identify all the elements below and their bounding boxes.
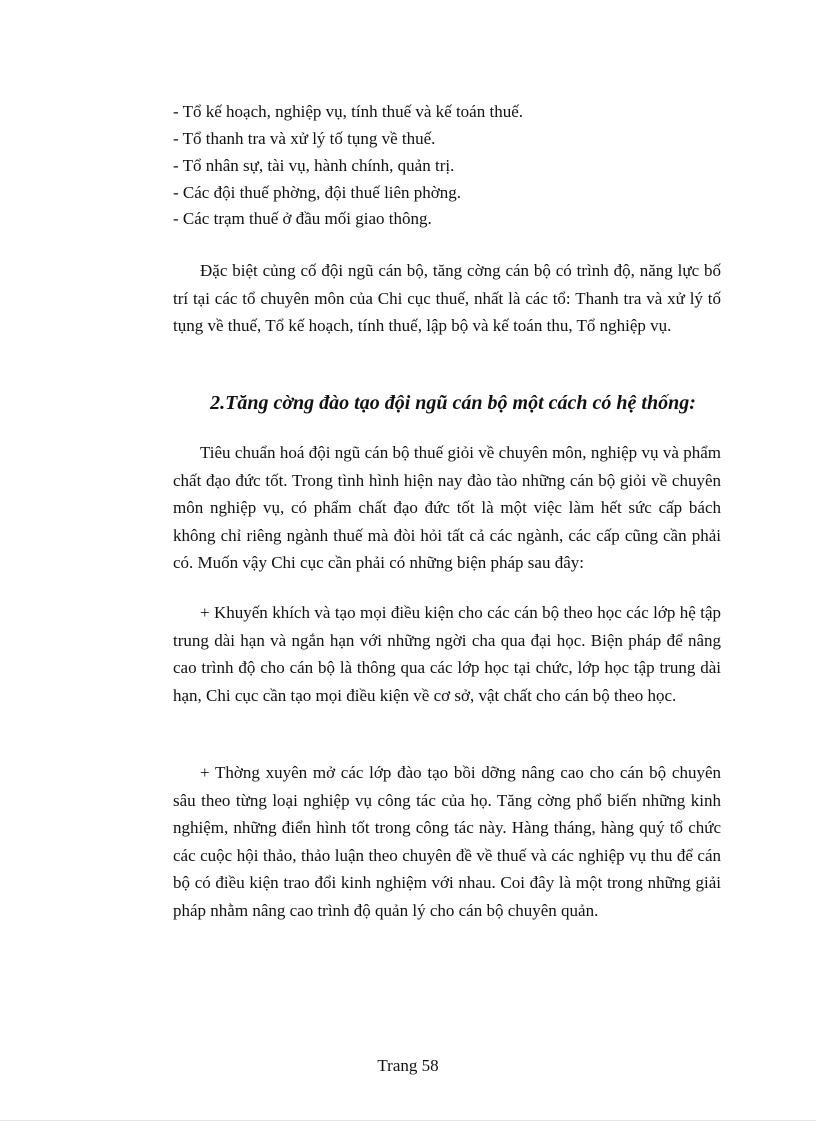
body-paragraph: Đặc biệt củng cố đội ngũ cán bộ, tăng cờng cán bộ có trình độ, năng lực bố trí tại các tổ chuyên môn của Chi cục thuế, nhất là các tổ: Thanh tra và xử lý tố tụng về thuế, Tổ kế hoạch, tính thuế, lập bộ và kế toán thu, Tổ nghiệp vụ.: [173, 261, 721, 335]
body-paragraph: + Thờng xuyên mở các lớp đào tạo bồi dỡng nâng cao cho cán bộ chuyên sâu theo từng loại nghiệp vụ công tác của họ. Tăng cờng phổ biến những kinh nghiệm, những điển hình tốt trong công tác này. Hàng tháng, hàng quý tổ chức các cuộc hội thảo, thảo luận theo chuyên đề về thuế và các nghiệp vụ thu để cán bộ có điều kiện trao đổi kinh nghiệm với nhau. Coi đây là một trong những giải pháp nhằm nâng cao trình độ quản lý cho cán bộ chuyên quản.: [173, 763, 721, 920]
list-item: - Các đội thuế phờng, đội thuế liên phờng.: [173, 183, 462, 202]
list-item: - Các trạm thuế ở đầu mối giao thông.: [173, 209, 432, 228]
divider: [0, 1120, 816, 1121]
body-paragraph: + Khuyến khích và tạo mọi điều kiện cho các cán bộ theo học các lớp hệ tập trung dài hạn và ngắn hạn với những ngời cha qua đại học. Biện pháp để nâng cao trình độ cho cán bộ là thông qua các lớp học tại chức, lớp học tập trung dài hạn, Chi cục cần tạo mọi điều kiện về cơ sở, vật chất cho cán bộ theo học.: [173, 603, 721, 705]
list-item: - Tổ nhân sự, tài vụ, hành chính, quản trị.: [173, 156, 455, 175]
body-paragraph: Tiêu chuẩn hoá đội ngũ cán bộ thuế giỏi về chuyên môn, nghiệp vụ và phẩm chất đạo đức tốt. Trong tình hình hiện nay đào tào những cán bộ giỏi về chuyên môn nghiệp vụ, có phẩm chất đạo đức tốt là một việc làm hết sức cấp bách không chỉ riêng ngành thuế mà đòi hỏi tất cả các ngành, các cấp cũng cần phải có. Muốn vậy Chi cục cần phải có những biện pháp sau đây:: [173, 443, 721, 572]
section-heading: 2.Tăng cờng đào tạo đội ngũ cán bộ một cách có hệ thống:: [210, 392, 696, 414]
list-item: - Tổ thanh tra và xử lý tố tụng về thuế.: [173, 129, 436, 148]
page-number: Trang 58: [377, 1056, 439, 1075]
list-item: - Tổ kế hoạch, nghiệp vụ, tính thuế và kế toán thuế.: [173, 102, 523, 121]
